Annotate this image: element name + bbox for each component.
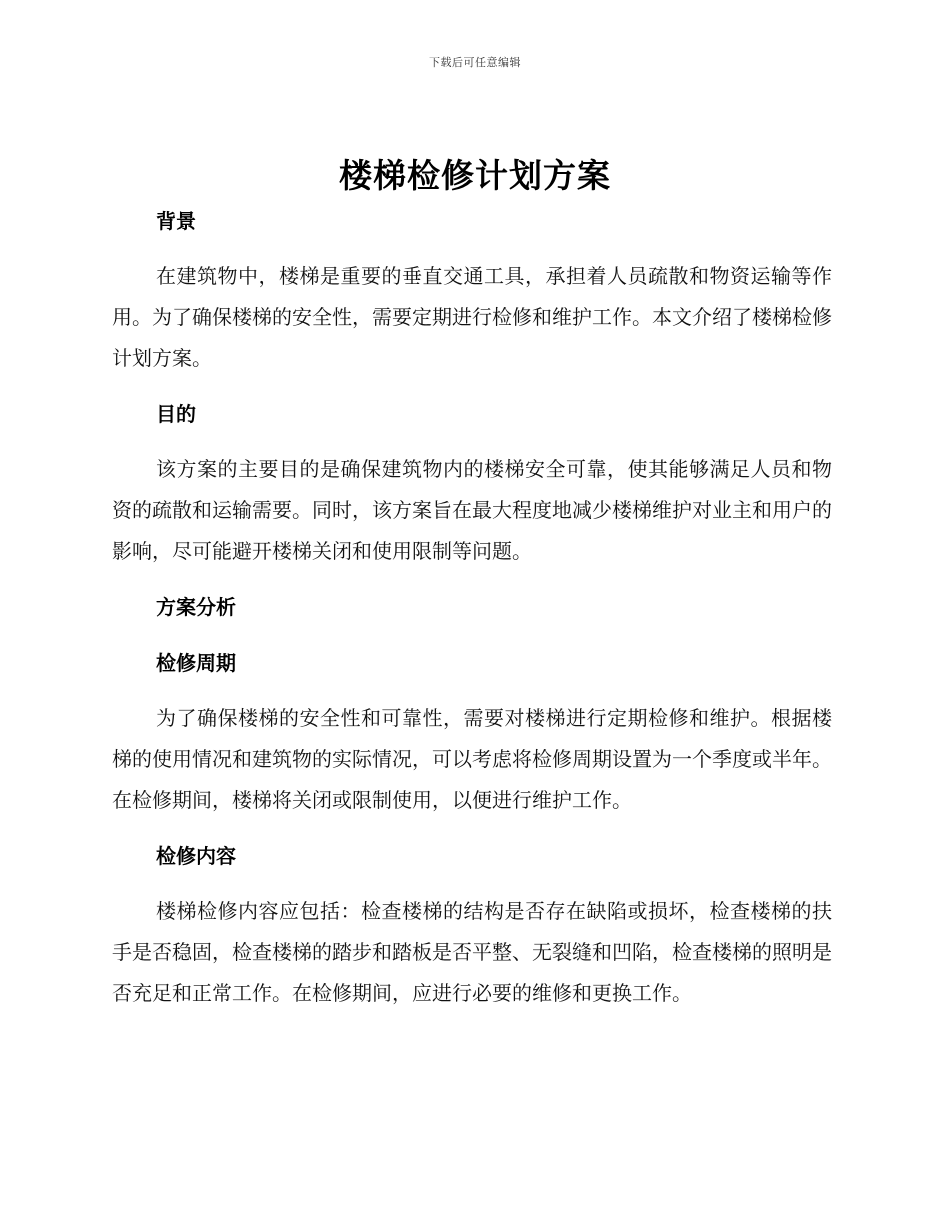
- section-body-content: 楼梯检修内容应包括：检查楼梯的结构是否存在缺陷或损坏，检查楼梯的扶手是否稳固，检查楼梯的踏步和踏板是否平整、无裂缝和凹陷，检查楼梯的照明是否充足和正常工作。在检修期间，应进行必要的维修和更换工作。: [112, 899, 832, 1005]
- section-body-purpose: 该方案的主要目的是确保建筑物内的楼梯安全可靠，使其能够满足人员和物资的疏散和运输需要。同时，该方案旨在最大程度地减少楼梯维护对业主和用户的影响，尽可能避开楼梯关闭和使用限制等问题。: [112, 457, 832, 563]
- section-heading-analysis: 方案分析: [156, 595, 236, 619]
- header-note: 下载后可任意编辑: [429, 56, 521, 69]
- section-heading-content: 检修内容: [156, 844, 236, 868]
- section-body-background: 在建筑物中，楼梯是重要的垂直交通工具，承担着人员疏散和物资运输等作用。为了确保楼梯的安全性，需要定期进行检修和维护工作。本文介绍了楼梯检修计划方案。: [112, 264, 832, 370]
- section-heading-purpose: 目的: [156, 402, 196, 426]
- section-heading-cycle: 检修周期: [156, 651, 236, 675]
- document-body: [112, 205, 832, 1014]
- section-heading-background: 背景: [156, 209, 196, 233]
- document-title: 楼梯检修计划方案: [339, 156, 611, 195]
- section-body-cycle: 为了确保楼梯的安全性和可靠性，需要对楼梯进行定期检修和维护。根据楼梯的使用情况和建筑物的实际情况，可以考虑将检修周期设置为一个季度或半年。在检修期间，楼梯将关闭或限制使用，以便进行维护工作。: [112, 706, 832, 812]
